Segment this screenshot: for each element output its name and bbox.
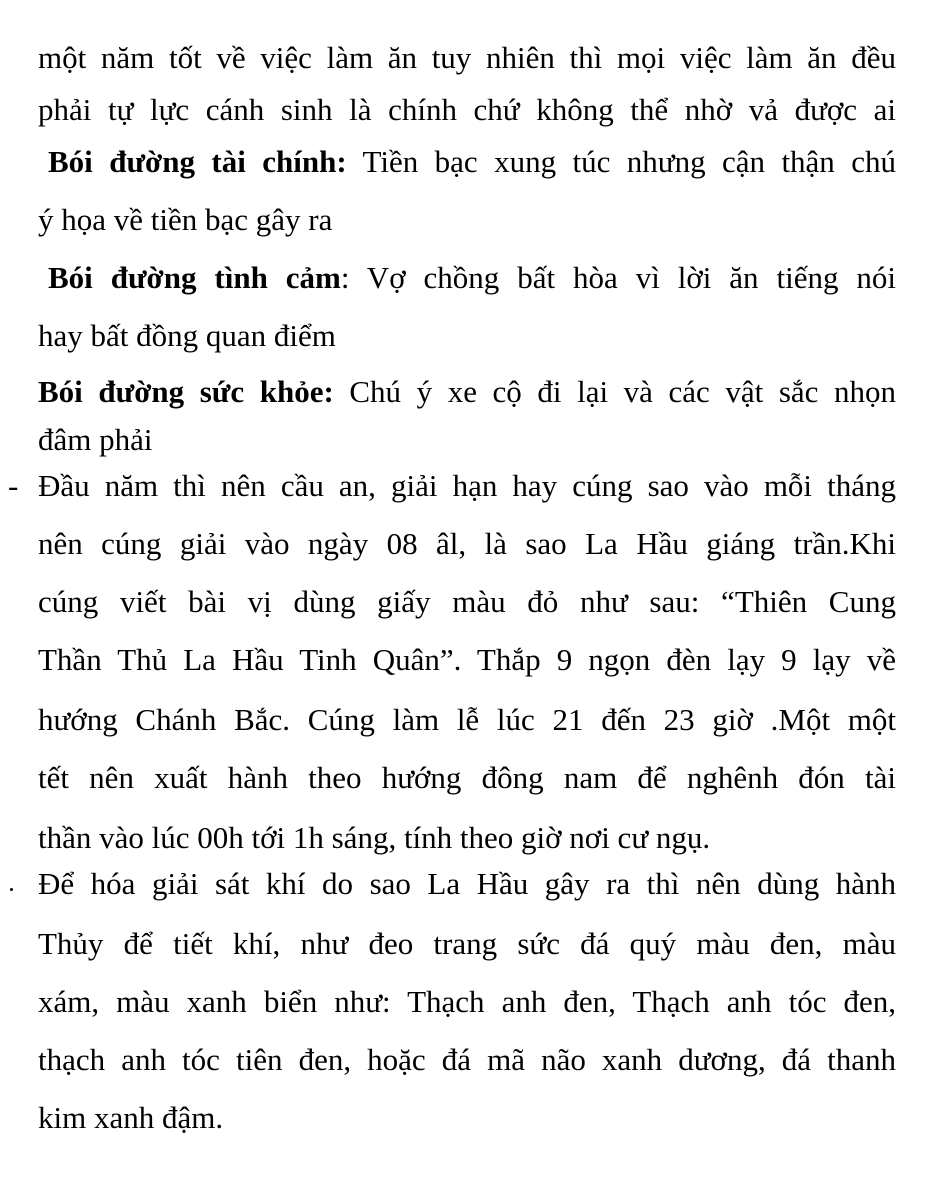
- bullet-dash-marker: -: [8, 468, 19, 503]
- love-heading: Bói đường tình cảm: [48, 260, 341, 295]
- finance-line-1: [48, 142, 896, 182]
- finance-line-2: ý họa về tiền bạc gây ra: [38, 202, 333, 237]
- bullet1-line-3: cúng viết bài vị dùng giấy màu đỏ như sau: “Thiên Cung: [38, 584, 896, 619]
- finance-text-1: Tiền bạc xung túc nhưng cận thận chú: [346, 144, 896, 179]
- bullet1-line-1: Đầu năm thì nên cầu an, giải hạn hay cúng sao vào mỗi tháng: [38, 468, 896, 503]
- bullet1-line-6: tết nên xuất hành theo hướng đông nam để nghênh đón tài: [38, 760, 896, 795]
- bullet-dot-marker: [10, 888, 13, 891]
- finance-heading: Bói đường tài chính:: [48, 144, 347, 179]
- bullet1-line-2: nên cúng giải vào ngày 08 âl, là sao La Hầu giáng trần.Khi: [38, 526, 896, 561]
- health-line-2: đâm phải: [38, 422, 153, 457]
- love-text-1: : Vợ chồng bất hòa vì lời ăn tiếng nói: [340, 260, 896, 295]
- bullet2-line-5: kim xanh đậm.: [38, 1100, 224, 1135]
- bullet1-line-5: hướng Chánh Bắc. Cúng làm lễ lúc 21 đến 23 giờ .Một một: [38, 702, 896, 737]
- bullet2-line-2: Thủy để tiết khí, như đeo trang sức đá quý màu đen, màu: [38, 926, 896, 961]
- health-line-1: [38, 372, 896, 412]
- bullet1-line-4: Thần Thủ La Hầu Tinh Quân”. Thắp 9 ngọn đèn lạy 9 lạy về: [38, 642, 896, 677]
- bullet2-line-4: thạch anh tóc tiên đen, hoặc đá mã não xanh dương, đá thanh: [38, 1042, 896, 1077]
- bullet1-line-7: thần vào lúc 00h tới 1h sáng, tính theo giờ nơi cư ngụ.: [38, 820, 711, 855]
- love-line-1: [48, 258, 896, 298]
- love-line-2: hay bất đồng quan điểm: [38, 318, 336, 353]
- intro-line-1: một năm tốt về việc làm ăn tuy nhiên thì mọi việc làm ăn đều: [38, 40, 896, 75]
- health-heading: Bói đường sức khỏe:: [38, 374, 334, 409]
- bullet2-line-3: xám, màu xanh biển như: Thạch anh đen, Thạch anh tóc đen,: [38, 984, 896, 1019]
- bullet2-line-1: Để hóa giải sát khí do sao La Hầu gây ra thì nên dùng hành: [38, 866, 896, 901]
- health-text-1: Chú ý xe cộ đi lại và các vật sắc nhọn: [333, 374, 896, 409]
- intro-line-2: phải tự lực cánh sinh là chính chứ không thể nhờ vả được ai: [38, 92, 896, 127]
